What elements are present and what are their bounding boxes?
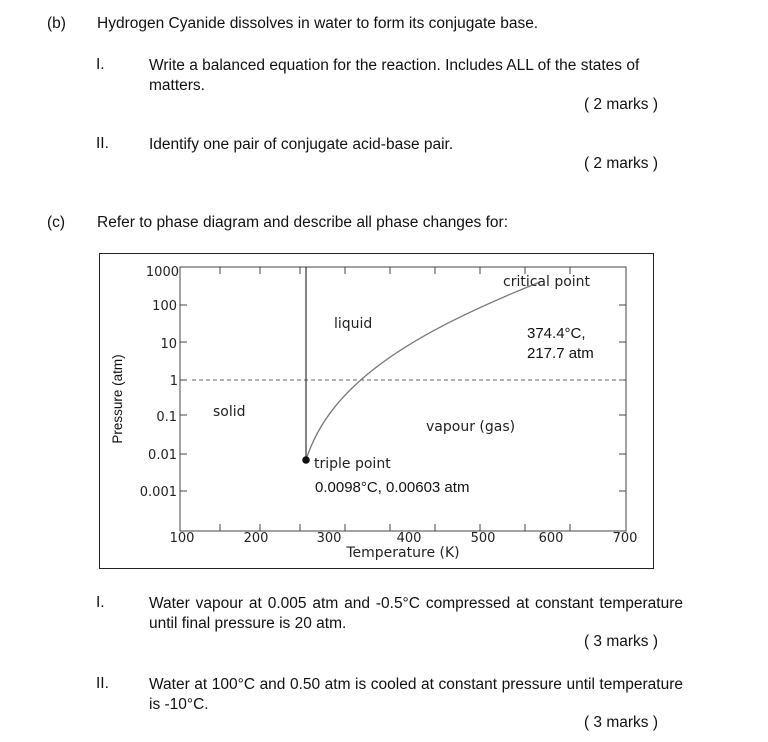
triple-point-label: triple point [314,456,391,472]
critical-point-temperature: 374.4°C, [527,325,586,342]
x-tick-labels [170,531,638,546]
x-tick-label: 600 [538,531,564,546]
y-tick-label: 1 [169,374,178,389]
y-axis-label: Pressure (atm) [110,354,125,444]
y-tick-label: 10 [160,337,177,352]
phase-diagram-svg [100,254,655,570]
critical-point-pressure: 217.7 atm [527,345,594,362]
solid-region-label: solid [213,404,246,420]
part-c-item-2-text: Water at 100°C and 0.50 atm is cooled at constant pressure until temperature is -10°C. [149,676,683,713]
part-b-item-1-text: Write a balanced equation for the reaction. Includes ALL of the states of matters. [149,57,640,94]
part-c-item-1-text: Water vapour at 0.005 atm and -0.5°C compressed at constant temperature until final pressure is 20 atm. [149,595,683,632]
part-c-item-2-marks: ( 3 marks ) [583,714,658,731]
right-ticks [619,305,626,491]
x-tick-label: 200 [243,531,269,546]
liquid-region-label: liquid [334,316,373,332]
bottom-ticks [220,524,570,531]
x-tick-label: 300 [316,531,342,546]
x-axis-label: Temperature (K) [346,545,460,561]
left-ticks [180,305,187,491]
vapour-region-label: vapour (gas) [426,419,516,435]
part-c-item-1-marks: ( 3 marks ) [583,633,658,650]
part-c-text: Refer to phase diagram and describe all phase changes for: [97,214,508,231]
triple-point-marker [302,456,310,464]
y-tick-label: 100 [152,299,177,314]
y-tick-labels [140,265,179,500]
phase-diagram [99,253,654,569]
y-tick-label: 0.1 [156,410,177,425]
part-b-label: (b) [47,15,66,32]
part-b-item-2-marks: ( 2 marks ) [583,155,658,172]
part-b-item-2-number: II. [96,135,109,152]
part-b-item-2-text: Identify one pair of conjugate acid-base pair. [149,136,454,153]
y-tick-label: 1000 [145,265,179,280]
part-c-label: (c) [47,214,66,231]
y-tick-label: 0.001 [139,485,177,500]
part-c-item-1-number: I. [96,594,105,611]
x-tick-label: 700 [612,531,638,546]
x-tick-label: 100 [169,531,195,546]
part-b-item-1-marks: ( 2 marks ) [583,96,658,113]
top-ticks [220,267,570,274]
critical-point-label: critical point [503,274,591,290]
part-b-text: Hydrogen Cyanide dissolves in water to form its conjugate base. [97,15,539,32]
part-c-item-2-number: II. [96,675,109,692]
part-b-item-1-number: I. [96,56,105,73]
x-tick-label: 500 [470,531,496,546]
y-tick-label: 0.01 [148,448,177,463]
x-tick-label: 400 [396,531,422,546]
triple-point-value: 0.0098°C, 0.00603 atm [315,479,470,496]
